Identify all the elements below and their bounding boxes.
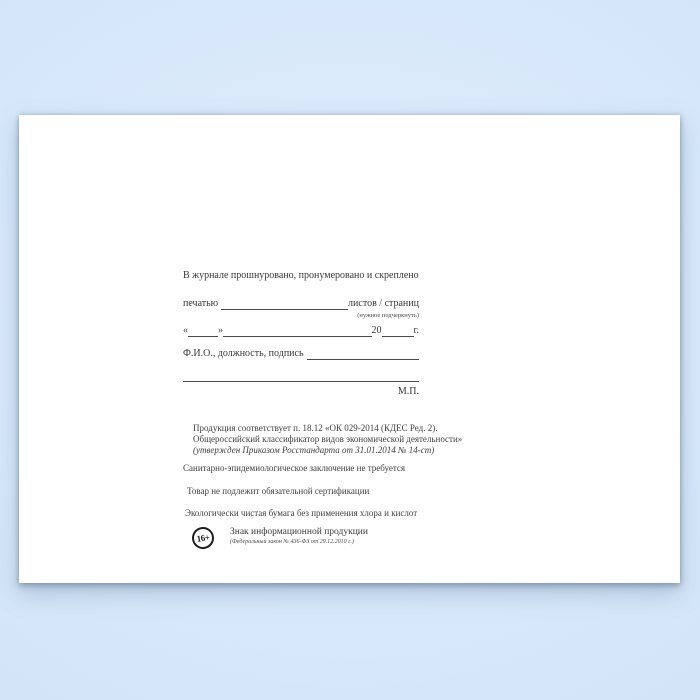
year-blank	[382, 327, 414, 337]
product-conformity-line2: Общероссийский классификатор видов экономической деятельности»	[193, 434, 463, 444]
info-sign-title: Знак информационной продукции	[230, 527, 368, 537]
year-suffix: г.	[413, 325, 419, 336]
day-blank	[188, 327, 218, 337]
seal-place-abbr: М.П.	[397, 386, 419, 397]
info-sign-text	[230, 527, 368, 546]
open-quote: «	[183, 325, 188, 336]
sealed-prefix-label: печатью	[183, 298, 219, 309]
year-prefix: 20	[371, 325, 382, 336]
age-16-plus-icon: 16+	[191, 526, 216, 551]
signature-line-row	[183, 372, 419, 382]
name-position-row	[183, 348, 419, 360]
info-sign-law: (Федеральный закон № 436-ФЗ от 29.12.2010 г.)	[230, 539, 354, 545]
certification-statement: Товар не подлежит обязательной сертификации	[187, 486, 370, 496]
sanitary-statement: Санитарно-эпидемиологическое заключение не требуется	[183, 463, 406, 473]
info-sign-row	[192, 527, 442, 549]
sheets-count-blank	[221, 300, 348, 310]
journal-back-page	[19, 115, 680, 583]
product-conformity-line1: Продукция соответствует п. 18.12 «ОК 029-2014 (КДЕС Ред. 2).	[193, 423, 438, 433]
signature-blank	[183, 372, 419, 382]
sealed-sheets-row	[183, 298, 419, 310]
name-blank	[307, 350, 419, 360]
stitched-statement: В журнале прошнуровано, пронумеровано и скреплено	[183, 270, 419, 281]
underline-note: (нужное подчеркнуть)	[357, 312, 419, 319]
date-row	[183, 325, 419, 337]
close-quote: »	[218, 325, 223, 336]
sheets-pages-label: листов / страниц	[348, 298, 419, 309]
product-conformity-line3: (утвержден Приказом Росстандарта от 31.01.2014 № 14-ст)	[193, 445, 435, 455]
eco-paper-statement: Экологически чистая бумага без применения хлора и кислот	[185, 508, 418, 518]
name-position-label: Ф.И.О., должность, подпись	[183, 348, 304, 359]
month-blank	[223, 327, 372, 337]
